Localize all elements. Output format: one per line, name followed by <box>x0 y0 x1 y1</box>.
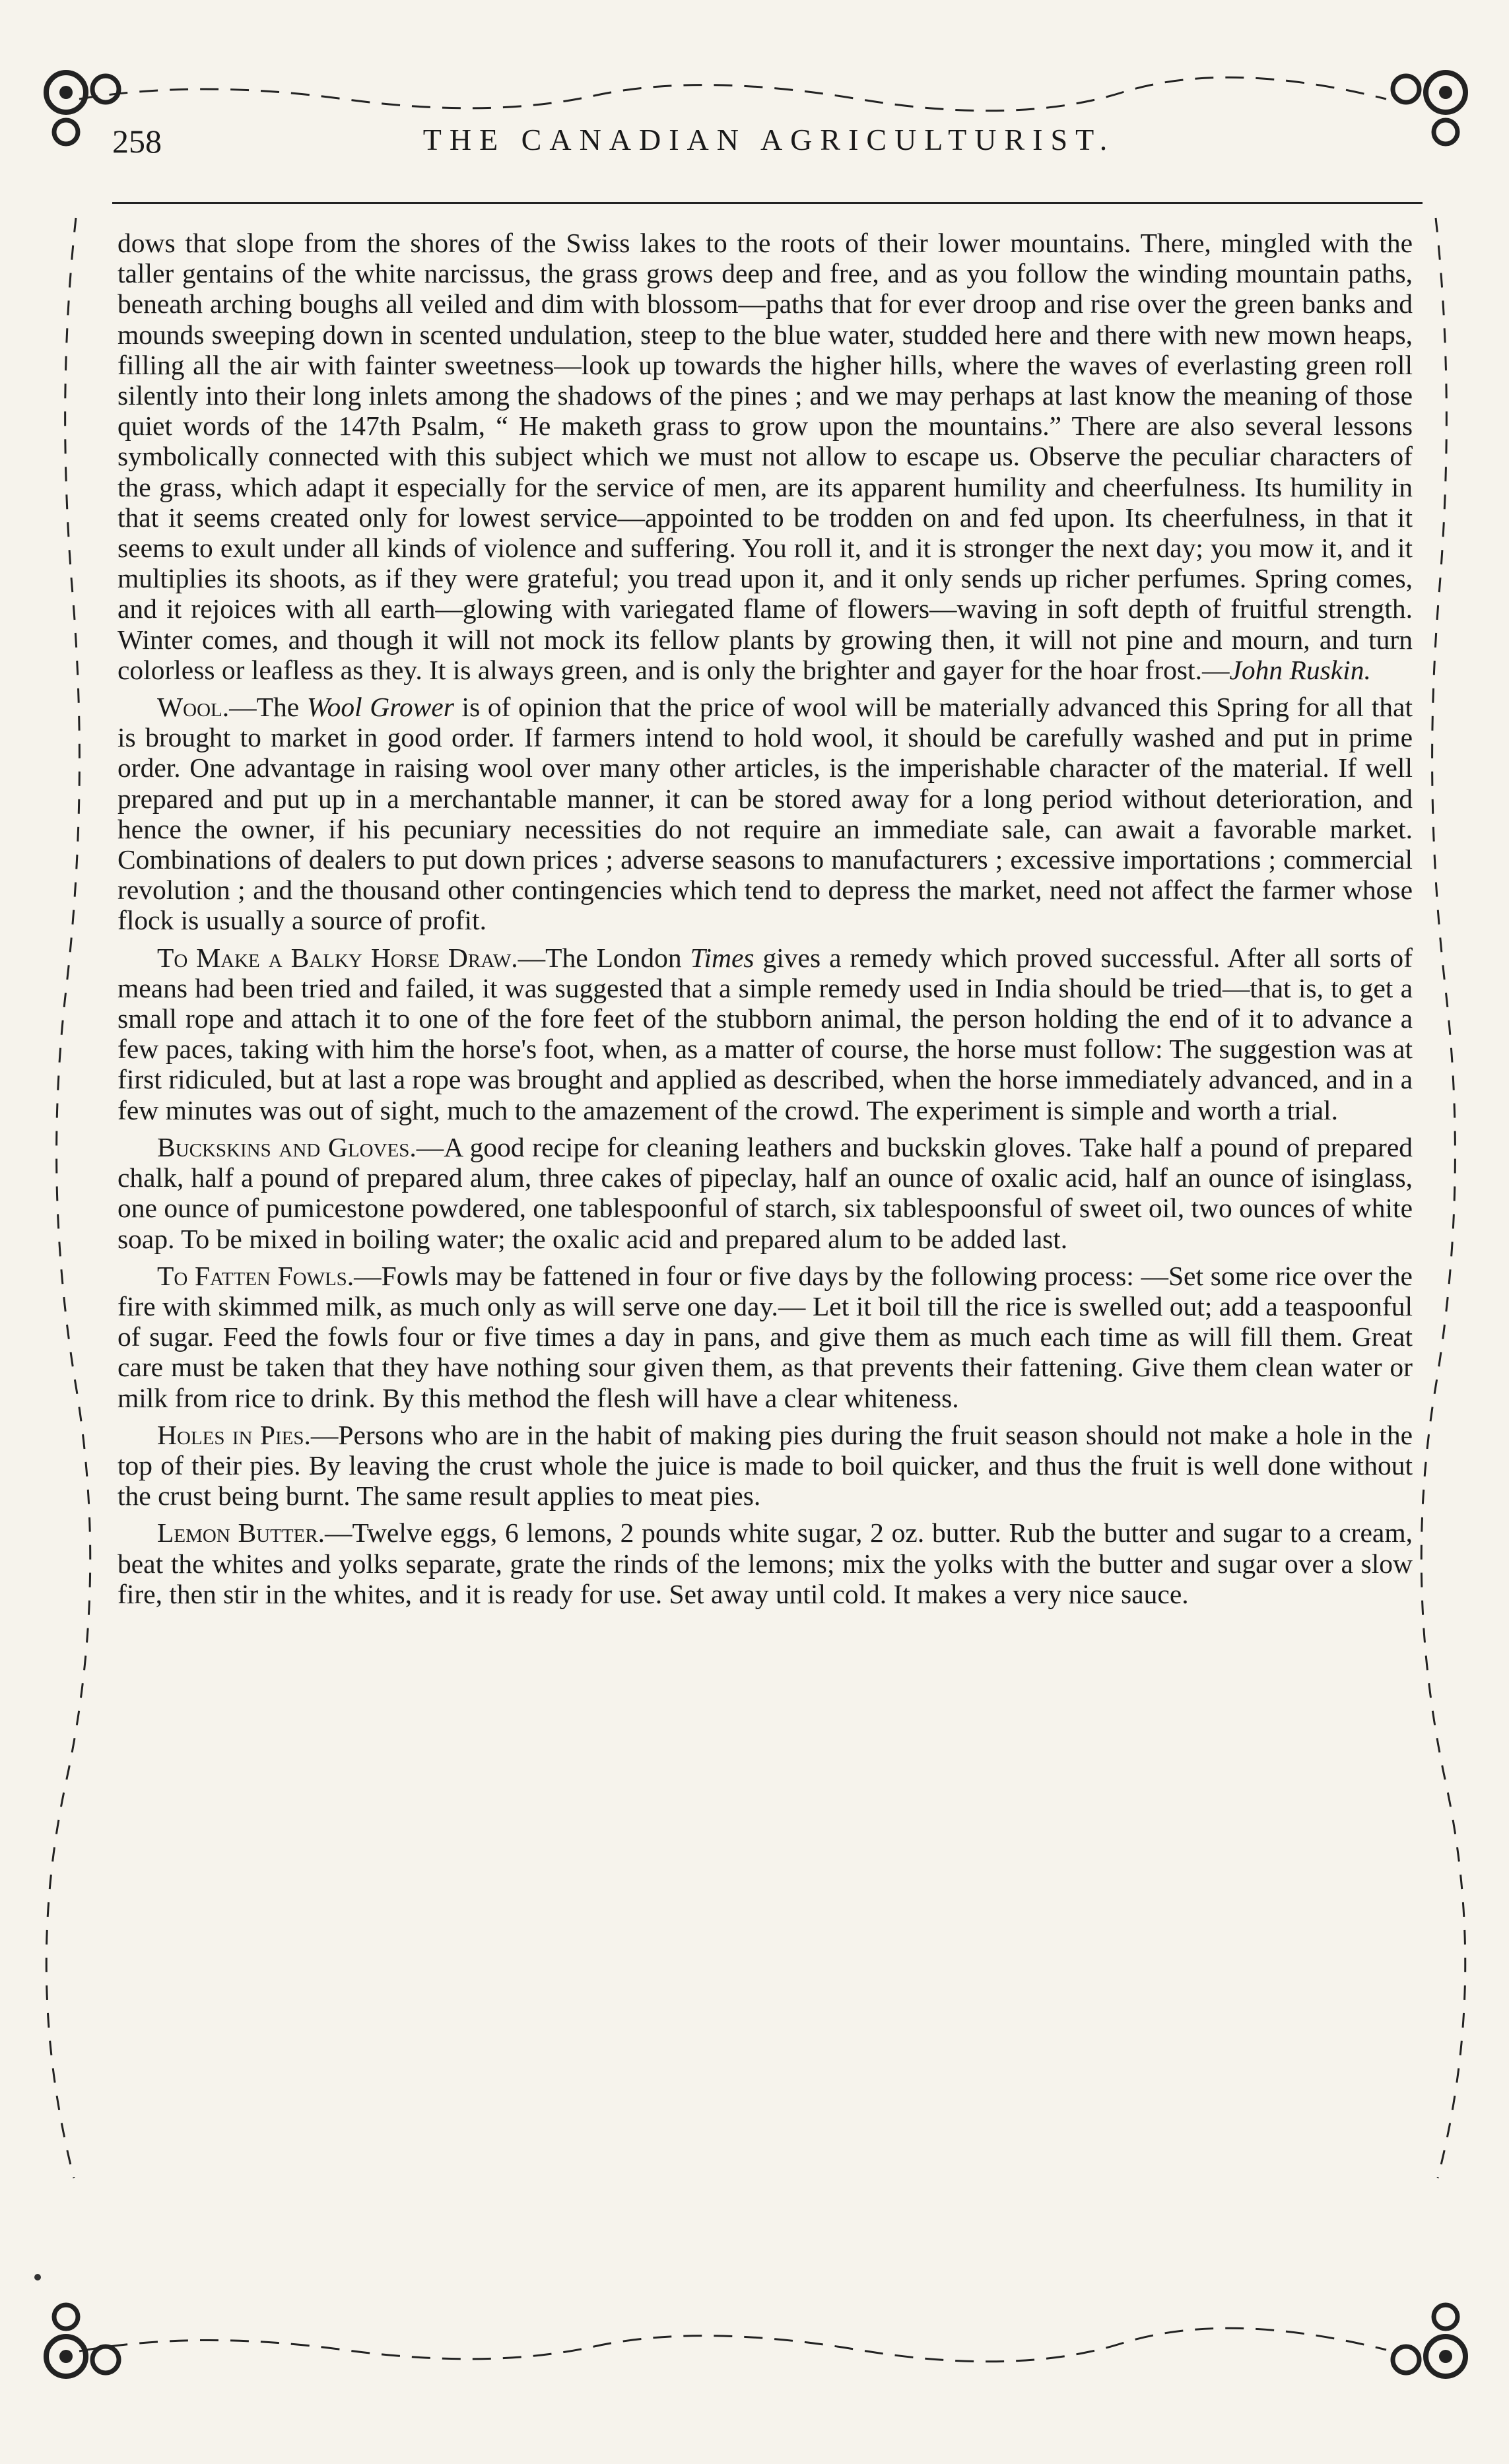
section-heading: Holes in Pies. <box>157 1419 311 1450</box>
section-heading: Wool. <box>157 692 230 723</box>
corner-ornament-top-left <box>46 73 119 144</box>
fatten-fowls-paragraph: To Fatten Fowls.—Fowls may be fattened in four or five days by the following process: —Set some rice over the fire with skimmed milk, as much only as will serve one day.— Let it boil till the rice is swelled out; add a teaspoonful of sugar. Feed the fowls four or five times a day in pans, and give them as much each time as will fill them. Great care must be taken that they have nothing sour given them, as that prevents their fattening. Give them clean water or milk from rice to drink. By this method the flesh will have a clear whiteness. <box>117 1260 1413 1413</box>
section-heading: Buckskins and Gloves. <box>157 1131 417 1162</box>
article-body <box>117 228 1413 1609</box>
ruskin-grass-paragraph: dows that slope from the shores of the Swiss lakes to the roots of their lower mountains. There, mingled with the taller gentains of the white narcissus, the grass grows deep and free, and as you follow the winding mountain paths, beneath arching boughs all veiled and dim with blossom—paths that for ever droop and rise over the green banks and mounds sweeping down in scented undulation, steep to the blue water, studded here and there with new mown heaps, filling all the air with fainter sweetness—look up towards the higher hills, where the waves of everlasting green roll silently into their long inlets among the shadows of the pines ; and we may perhaps at last know the meaning of those quiet words of the 147th Psalm, “ He maketh grass to grow upon the mountains.” There are also several lessons symbolically connected with this subject which we must not allow to escape us. Observe the peculiar characters of the grass, which adapt it especially for the service of men, are its apparent humility and cheerfulness. Its humility in that it seems created only for lowest service—appointed to be trodden on and fed upon. Its cheerfulness, in that it seems to exult under all kinds of violence and suffering. You roll it, and it is stronger the next day; you mow it, and it multiplies its shoots, as if they were grateful; you tread upon it, and it only sends up richer perfumes. Spring comes, and it rejoices with all earth—glowing with variegated flame of flowers—waving in soft depth of fruitful strength. Winter comes, and though it will not mock its fellow plants by growing then, it will not pine and mourn, and turn colorless or leafless as they. It is always green, and is only the brighter and gayer for the hoar frost.—John Ruskin. <box>117 228 1413 685</box>
section-heading: Lemon Butter. <box>157 1517 325 1548</box>
section-heading: To Make a Balky Horse Draw. <box>157 942 518 973</box>
holes-in-pies-paragraph: Holes in Pies.—Persons who are in the habit of making pies during the fruit season should not make a hole in the top of their pies. By leaving the crust whole the juice is made to boil quicker, and thus the fruit is well done without the crust being burnt. The same result applies to meat pies. <box>117 1419 1413 1512</box>
wool-paragraph: Wool.—The Wool Grower is of opinion that the price of wool will be materially advanced this Spring for all that is brought to market in good order. If farmers intend to hold wool, it should be carefully washed and put in prime order. One advantage in raising wool over many other articles, is the imperishable character of the material. If well prepared and put up in a merchantable manner, it can be stored away for a long period without deterioration, and hence the owner, if his pecuniary necessities do not require an immediate sale, can await a favorable market. Combinations of dealers to put down prices ; adverse seasons to manufacturers ; excessive importations ; commercial revolution ; and the thousand other contingencies which tend to depress the market, need not affect the farmer whose flock is usually a source of profit. <box>117 692 1413 936</box>
balky-horse-paragraph: To Make a Balky Horse Draw.—The London Times gives a remedy which proved successful. After all sorts of means had been tried and failed, it was suggested that a simple remedy used in India should be tried—that is, to get a small rope and attach it to one of the fore feet of the stubborn animal, the person holding the end of it to advance a few paces, taking with him the horse's foot, when, as a matter of course, the horse must follow: The suggestion was at first ridiculed, but at last a rope was brought and applied as described, when the horse immediately advanced, and in a few minutes was out of sight, much to the amazement of the crowd. The experiment is simple and worth a trial. <box>117 942 1413 1125</box>
author-attribution: John Ruskin. <box>1229 654 1371 685</box>
corner-ornament-bottom-right <box>1393 2305 1465 2376</box>
page-number: 258 <box>112 123 162 160</box>
journal-title: THE CANADIAN AGRICULTURIST. <box>422 123 1116 156</box>
stray-ink-dot <box>34 2274 41 2281</box>
lemon-butter-paragraph: Lemon Butter.—Twelve eggs, 6 lemons, 2 pounds white sugar, 2 oz. butter. Rub the butter and sugar to a cream, beat the whites and yolks separate, grate the rinds of the lemons; mix the yolks with the butter and sugar over a slow fire, then stir in the whites, and it is ready for use. Set away until cold. It makes a very nice sauce. <box>117 1517 1413 1609</box>
header-rule <box>112 202 1423 204</box>
running-head <box>112 122 1426 168</box>
corner-ornament-bottom-left <box>46 2305 119 2376</box>
section-heading: To Fatten Fowls. <box>157 1260 354 1291</box>
buckskins-paragraph: Buckskins and Gloves.—A good recipe for cleaning leathers and buckskin gloves. Take half a pound of prepared chalk, half a pound of prepared alum, three cakes of pipeclay, half an ounce of oxalic acid, half an ounce of isinglass, one ounce of pumicestone powdered, one tablespoonful of starch, six tablespoonsful of sweet oil, two ounces of white soap. To be mixed in boiling water; the oxalic acid and prepared alum to be added last. <box>117 1131 1413 1254</box>
